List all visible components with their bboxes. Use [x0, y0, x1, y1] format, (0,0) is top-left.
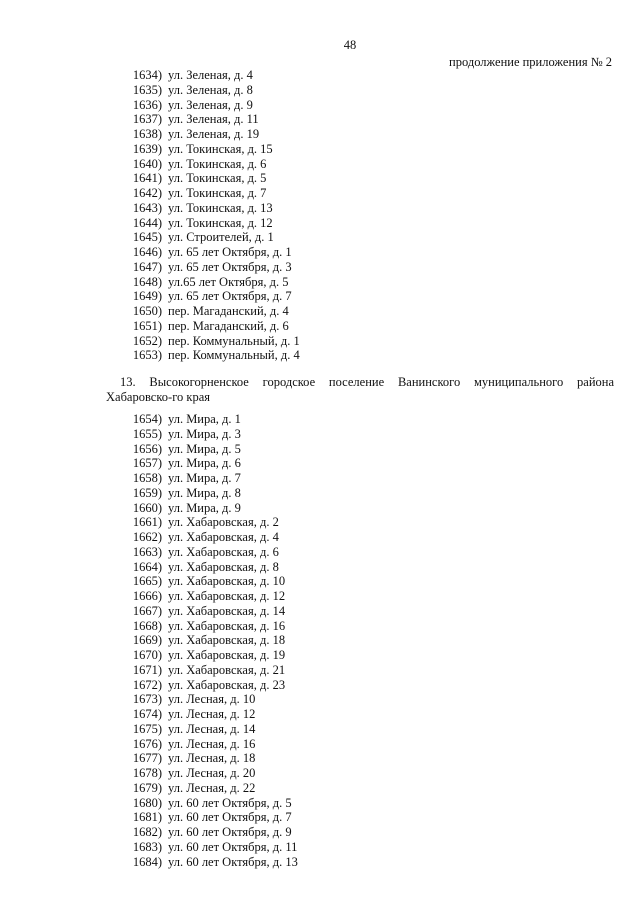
item-address: ул. Зеленая, д. 19: [168, 127, 260, 141]
list-item: [122, 751, 298, 766]
list-item: [122, 319, 300, 334]
item-address: ул. 65 лет Октября, д. 3: [168, 259, 292, 274]
item-address: ул. Хабаровская, д. 14: [168, 603, 286, 618]
item-address: ул. Токинская, д. 6: [168, 156, 267, 171]
list-item: [122, 766, 298, 781]
item-address: ул. 60 лет Октября, д. 5: [168, 795, 292, 810]
item-address: ул. Хабаровская, д. 8: [168, 559, 279, 574]
list-item: [122, 530, 298, 545]
item-number: 1682): [132, 825, 162, 839]
item-number: 1675): [132, 721, 162, 736]
item-address: ул. Мира, д. 1: [168, 412, 241, 426]
list-item: [122, 781, 298, 796]
item-address: ул. Хабаровская, д. 23: [168, 677, 286, 692]
list-item: [122, 604, 298, 619]
item-number: 1637): [132, 112, 162, 127]
item-number: 1643): [132, 200, 162, 215]
item-number: 1659): [132, 485, 162, 500]
item-number: 1648): [132, 274, 162, 289]
list-item: [122, 840, 298, 855]
list-item: [122, 442, 298, 457]
item-address: ул. Зеленая, д. 9: [168, 97, 253, 112]
item-address: пер. Коммунальный, д. 4: [168, 348, 300, 363]
item-address: ул. 60 лет Октября, д. 9: [168, 825, 292, 839]
list-item: [122, 471, 298, 486]
list-item: [122, 289, 300, 304]
list-item: [122, 855, 298, 870]
list-item: [122, 230, 300, 245]
item-address: ул. Лесная, д. 14: [168, 721, 256, 736]
item-address: ул. Хабаровская, д. 10: [168, 574, 286, 589]
list-item: [122, 245, 300, 260]
item-number: 1664): [132, 559, 162, 574]
item-number: 1657): [132, 456, 162, 471]
item-number: 1658): [132, 471, 162, 485]
list-item: [122, 810, 298, 825]
item-address: ул. Токинская, д. 5: [168, 171, 267, 186]
list-item: [122, 663, 298, 678]
item-address: ул. Зеленая, д. 11: [168, 112, 259, 127]
item-number: 1663): [132, 544, 162, 559]
item-number: 1673): [132, 692, 162, 707]
item-number: 1677): [132, 751, 162, 766]
list-item: [122, 456, 298, 471]
list-item: [122, 427, 298, 442]
item-number: 1653): [132, 348, 162, 363]
item-number: 1674): [132, 707, 162, 721]
item-number: 1639): [132, 141, 162, 156]
item-number: 1676): [132, 736, 162, 751]
item-address: ул.65 лет Октября, д. 5: [168, 274, 289, 289]
item-number: 1651): [132, 318, 162, 333]
list-item: [122, 112, 300, 127]
item-number: 1647): [132, 259, 162, 274]
list-item: [122, 216, 300, 231]
list-item: [122, 574, 298, 589]
item-number: 1641): [132, 171, 162, 186]
item-address: ул. Хабаровская, д. 19: [168, 648, 286, 662]
item-number: 1683): [132, 839, 162, 854]
list-item: [122, 707, 298, 722]
list-item: [122, 98, 300, 113]
item-number: 1679): [132, 780, 162, 795]
item-address: пер. Коммунальный, д. 1: [168, 333, 300, 348]
list-item: [122, 142, 300, 157]
item-address: ул. Лесная, д. 16: [168, 736, 256, 751]
item-address: ул. Хабаровская, д. 6: [168, 544, 279, 559]
item-address: ул. Мира, д. 8: [168, 485, 241, 500]
page-number: 48: [343, 38, 357, 52]
list-item: [122, 486, 298, 501]
list-item: [122, 796, 298, 811]
item-address: ул. Токинская, д. 13: [168, 200, 273, 215]
item-number: 1652): [132, 333, 162, 348]
list-item: [122, 722, 298, 737]
item-address: ул. Токинская, д. 15: [168, 141, 273, 156]
section-heading: 13. Высокогорненское городское поселение Ванинского муниципального района Хабаровско-го края: [106, 375, 614, 404]
item-number: 1661): [132, 515, 162, 530]
item-number: 1668): [132, 618, 162, 633]
item-address: ул. 65 лет Октября, д. 7: [168, 289, 292, 304]
list-item: [122, 348, 300, 363]
item-address: ул. 65 лет Октября, д. 1: [168, 245, 292, 259]
item-number: 1656): [132, 441, 162, 456]
list-item: [122, 412, 298, 427]
list-item: [122, 334, 300, 349]
list-item: [122, 678, 298, 693]
item-address: ул. Лесная, д. 18: [168, 751, 256, 766]
list-item: [122, 648, 298, 663]
item-number: 1638): [132, 127, 162, 141]
item-number: 1681): [132, 810, 162, 825]
list-item: [122, 68, 300, 83]
item-number: 1672): [132, 677, 162, 692]
list-item: [122, 825, 298, 840]
item-number: 1662): [132, 530, 162, 544]
address-list-2: [122, 412, 298, 869]
item-number: 1634): [132, 68, 162, 82]
item-address: ул. Мира, д. 5: [168, 441, 241, 456]
item-number: 1684): [132, 854, 162, 869]
item-number: 1640): [132, 156, 162, 171]
list-item: [122, 692, 298, 707]
item-number: 1680): [132, 795, 162, 810]
item-number: 1642): [132, 186, 162, 200]
item-address: ул. Хабаровская, д. 12: [168, 589, 286, 603]
item-address: ул. Лесная, д. 22: [168, 780, 256, 795]
item-address: пер. Магаданский, д. 6: [168, 318, 289, 333]
item-number: 1655): [132, 426, 162, 441]
list-item: [122, 501, 298, 516]
item-number: 1649): [132, 289, 162, 304]
item-address: ул. Лесная, д. 20: [168, 766, 256, 780]
item-number: 1644): [132, 215, 162, 230]
list-item: [122, 619, 298, 634]
item-number: 1646): [132, 245, 162, 259]
item-address: ул. Хабаровская, д. 4: [168, 530, 279, 544]
item-number: 1671): [132, 662, 162, 677]
list-item: [122, 83, 300, 98]
list-item: [122, 560, 298, 575]
item-address: ул. 60 лет Октября, д. 11: [168, 839, 298, 854]
item-address: ул. Зеленая, д. 4: [168, 68, 253, 82]
list-item: [122, 260, 300, 275]
item-address: ул. Хабаровская, д. 16: [168, 618, 286, 633]
item-number: 1678): [132, 766, 162, 780]
item-address: ул. Мира, д. 7: [168, 471, 241, 485]
item-address: ул. Хабаровская, д. 21: [168, 662, 286, 677]
item-address: ул. Хабаровская, д. 2: [168, 515, 279, 530]
item-address: ул. 60 лет Октября, д. 13: [168, 854, 298, 869]
address-list-1: [122, 68, 300, 363]
item-address: ул. Мира, д. 6: [168, 456, 241, 471]
item-number: 1665): [132, 574, 162, 589]
list-item: [122, 157, 300, 172]
list-item: [122, 201, 300, 216]
appendix-continuation-label: продолжение приложения № 2: [449, 55, 612, 69]
item-address: ул. Хабаровская, д. 18: [168, 633, 286, 648]
list-item: [122, 545, 298, 560]
item-address: пер. Магаданский, д. 4: [168, 304, 289, 318]
item-address: ул. Токинская, д. 7: [168, 186, 267, 200]
item-number: 1636): [132, 97, 162, 112]
list-item: [122, 737, 298, 752]
list-item: [122, 171, 300, 186]
item-number: 1667): [132, 603, 162, 618]
list-item: [122, 589, 298, 604]
item-address: ул. Лесная, д. 10: [168, 692, 256, 707]
item-address: ул. Мира, д. 9: [168, 500, 241, 515]
item-number: 1645): [132, 230, 162, 245]
item-number: 1635): [132, 82, 162, 97]
item-address: ул. Мира, д. 3: [168, 426, 241, 441]
list-item: [122, 127, 300, 142]
item-address: ул. Токинская, д. 12: [168, 215, 273, 230]
list-item: [122, 633, 298, 648]
list-item: [122, 275, 300, 290]
item-address: ул. Строителей, д. 1: [168, 230, 274, 245]
item-address: ул. Зеленая, д. 8: [168, 82, 253, 97]
item-address: ул. 60 лет Октября, д. 7: [168, 810, 292, 825]
list-item: [122, 515, 298, 530]
item-number: 1669): [132, 633, 162, 648]
list-item: [122, 186, 300, 201]
item-number: 1670): [132, 648, 162, 662]
item-number: 1660): [132, 500, 162, 515]
item-address: ул. Лесная, д. 12: [168, 707, 256, 721]
list-item: [122, 304, 300, 319]
item-number: 1654): [132, 412, 162, 426]
item-number: 1650): [132, 304, 162, 318]
item-number: 1666): [132, 589, 162, 603]
